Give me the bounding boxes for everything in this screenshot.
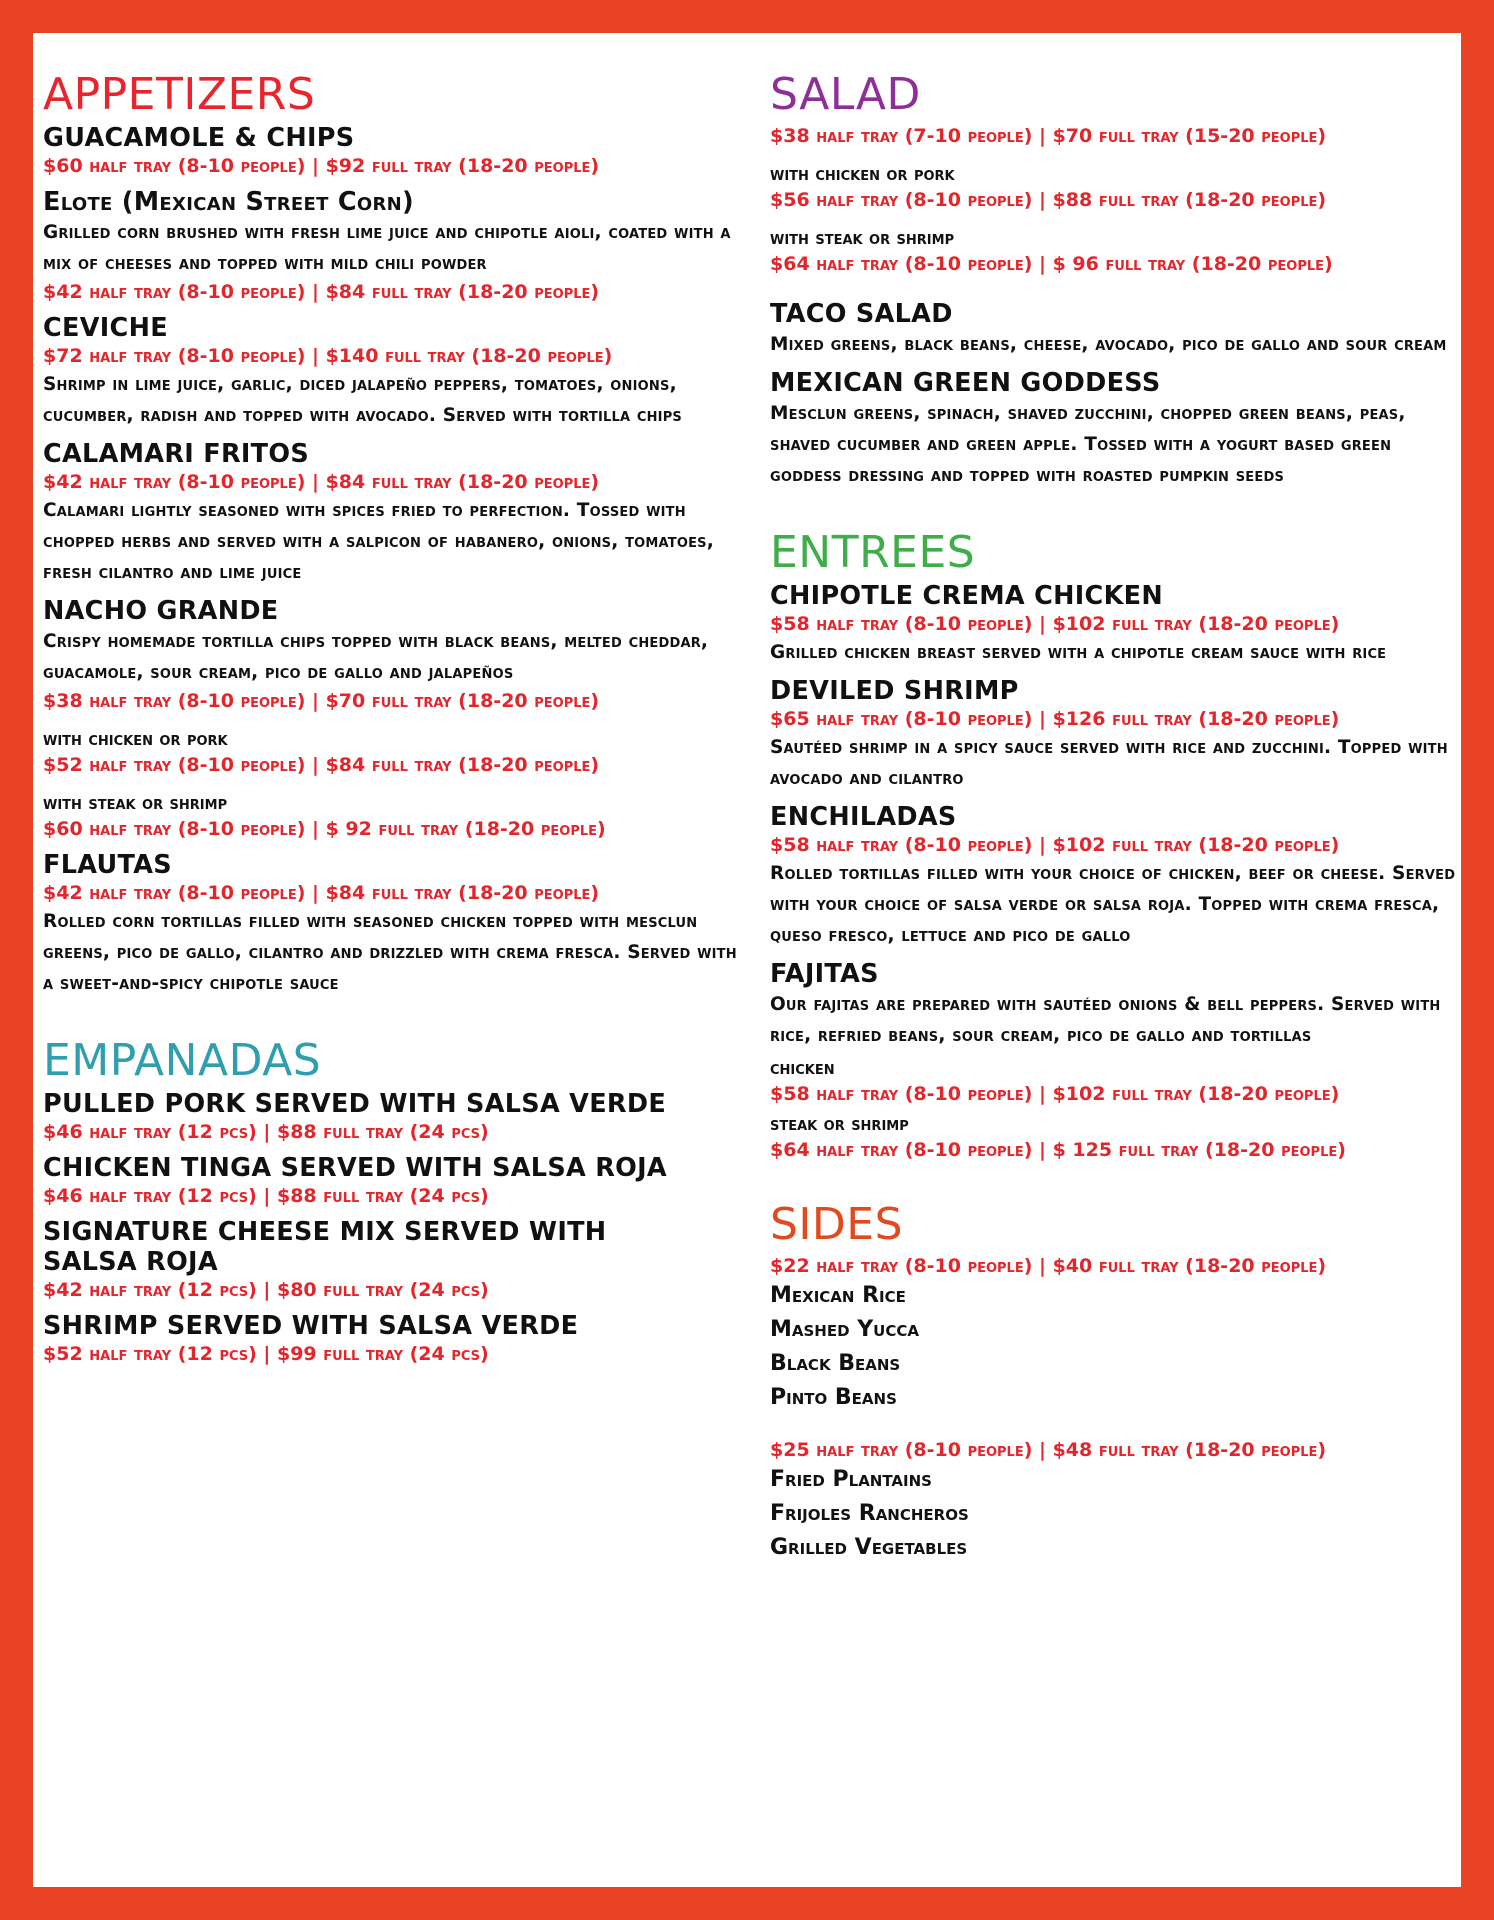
item-price: $42 half tray (12 pcs) | $80 full tray (24 pcs): [43, 1279, 489, 1301]
item-name: Elote (Mexican Street Corn): [43, 187, 414, 217]
item-price: $42 half tray (8-10 people) | $84 full tray (18-20 people): [43, 882, 600, 904]
option-label: with steak or shrimp: [770, 228, 955, 249]
entrees-title: ENTREES: [770, 527, 976, 578]
option-price: $64 half tray (8-10 people) | $ 96 full tray (18-20 people): [770, 253, 1333, 275]
menu-item-guacamole: [43, 123, 743, 179]
item-price: $46 half tray (12 pcs) | $88 full tray (24 pcs): [43, 1121, 489, 1143]
item-price: $46 half tray (12 pcs) | $88 full tray (24 pcs): [43, 1185, 489, 1207]
item-name: MEXICAN GREEN GODDESS: [770, 368, 1161, 398]
menu-item-taco-salad: [770, 299, 1460, 360]
item-name: CEVICHE: [43, 313, 168, 343]
item-price: $72 half tray (8-10 people) | $140 full tray (18-20 people): [43, 345, 613, 367]
item-name: DEVILED SHRIMP: [770, 676, 1019, 706]
item-description: Sautéed shrimp in a spicy sauce served with rice and zucchini. Topped with avocado and cilantro: [770, 737, 1448, 789]
item-description: Calamari lightly seasoned with spices fried to perfection. Tossed with chopped herbs and served with a salpicon of habanero, onions, tomatoes, fresh cilantro and lime juice: [43, 500, 714, 583]
item-name: TACO SALAD: [770, 299, 953, 329]
item-name: GUACAMOLE & CHIPS: [43, 123, 355, 153]
menu-item-flautas: [43, 850, 743, 999]
menu-item-nacho: [43, 596, 743, 842]
menu-item-fajitas: [770, 959, 1460, 1163]
item-description: Our fajitas are prepared with sautéed onions & bell peppers. Served with rice, refried beans, sour cream, pico de gallo and tortillas: [770, 994, 1441, 1046]
item-price: $58 half tray (8-10 people) | $102 full tray (18-20 people): [770, 834, 1340, 856]
item-price: $42 half tray (8-10 people) | $84 full tray (18-20 people): [43, 281, 600, 303]
sides-title: SIDES: [770, 1199, 904, 1250]
menu-item-empanada: [43, 1089, 743, 1145]
item-description: Grilled chicken breast served with a chipotle cream sauce with rice: [770, 642, 1387, 663]
item-description: Crispy homemade tortilla chips topped with black beans, melted cheddar, guacamole, sour cream, pico de gallo and jalapeños: [43, 631, 709, 683]
menu-item-enchiladas: [770, 802, 1460, 951]
menu-item-elote: [43, 187, 743, 305]
item-description: Mesclun greens, spinach, shaved zucchini, chopped green beans, peas, shaved cucumber and green apple. Tossed with a yogurt based green goddess dressing and topped with roasted pumpkin seeds: [770, 403, 1406, 486]
item-price: $52 half tray (12 pcs) | $99 full tray (24 pcs): [43, 1343, 489, 1365]
menu-item-ceviche: [43, 313, 743, 431]
item-name: NACHO GRANDE: [43, 596, 279, 626]
option-price: $56 half tray (8-10 people) | $88 full tray (18-20 people): [770, 189, 1327, 211]
item-description: Rolled corn tortillas filled with seasoned chicken topped with mesclun greens, pico de gallo, cilantro and drizzled with crema fresca. Served with a sweet-and-spicy chipotle sauce: [43, 911, 737, 994]
menu-item-empanada: [43, 1153, 743, 1209]
menu-sheet: [33, 33, 1461, 1887]
item-name: PULLED PORK SERVED WITH SALSA VERDE: [43, 1089, 667, 1119]
item-price: $25 half tray (8-10 people) | $48 full tray (18-20 people): [770, 1439, 1327, 1461]
side-item: Mashed Yucca: [770, 1317, 919, 1342]
side-item: Grilled Vegetables: [770, 1535, 968, 1560]
option-price: $64 half tray (8-10 people) | $ 125 full tray (18-20 people): [770, 1139, 1346, 1161]
item-price: $42 half tray (8-10 people) | $84 full tray (18-20 people): [43, 471, 600, 493]
item-name: FLAUTAS: [43, 850, 172, 880]
item-price: $60 half tray (8-10 people) | $92 full tray (18-20 people): [43, 155, 600, 177]
item-name: SHRIMP SERVED WITH SALSA VERDE: [43, 1311, 579, 1341]
option-label: chicken: [770, 1058, 835, 1079]
item-description: Mixed greens, black beans, cheese, avocado, pico de gallo and sour cream: [770, 334, 1447, 355]
item-name: SIGNATURE CHEESE MIX SERVED WITH SALSA ROJA: [43, 1217, 607, 1277]
menu-item-empanada: [43, 1217, 743, 1303]
item-name: CALAMARI FRITOS: [43, 439, 310, 469]
option-price: $52 half tray (8-10 people) | $84 full tray (18-20 people): [43, 754, 600, 776]
empanadas-title: EMPANADAS: [43, 1035, 322, 1086]
menu-item-chipotle-chicken: [770, 581, 1460, 668]
side-item: Fried Plantains: [770, 1467, 932, 1492]
sides-group-2: [770, 1437, 1460, 1565]
item-name: ENCHILADAS: [770, 802, 957, 832]
menu-item-deviled-shrimp: [770, 676, 1460, 794]
option-label: with steak or shrimp: [43, 793, 228, 814]
item-description: Grilled corn brushed with fresh lime juice and chipotle aioli, coated with a mix of cheeses and topped with mild chili powder: [43, 222, 731, 274]
salad-title: SALAD: [770, 69, 921, 120]
item-description: Shrimp in lime juice, garlic, diced jalapeño peppers, tomatoes, onions, cucumber, radish and topped with avocado. Served with tortilla chips: [43, 374, 682, 426]
menu-item-calamari: [43, 439, 743, 588]
item-price: $58 half tray (8-10 people) | $102 full tray (18-20 people): [770, 613, 1340, 635]
item-price: $38 half tray (8-10 people) | $70 full tray (18-20 people): [43, 690, 600, 712]
option-label: with chicken or pork: [770, 164, 955, 185]
item-name: CHICKEN TINGA SERVED WITH SALSA ROJA: [43, 1153, 667, 1183]
item-name: CHIPOTLE CREMA CHICKEN: [770, 581, 1163, 611]
menu-item-empanada: [43, 1311, 743, 1367]
left-column: [43, 33, 743, 1375]
option-label: with chicken or pork: [43, 729, 228, 750]
side-item: Pinto Beans: [770, 1385, 897, 1410]
option-price: $58 half tray (8-10 people) | $102 full tray (18-20 people): [770, 1083, 1340, 1105]
item-description: Rolled tortillas filled with your choice of chicken, beef or cheese. Served with your choice of salsa verde or salsa roja. Topped with crema fresca, queso fresco, lettuce and pico de gallo: [770, 863, 1456, 946]
side-item: Black Beans: [770, 1351, 901, 1376]
item-name: FAJITAS: [770, 959, 879, 989]
option-label: steak or shrimp: [770, 1114, 909, 1135]
option-price: $60 half tray (8-10 people) | $ 92 full tray (18-20 people): [43, 818, 606, 840]
right-column: [770, 33, 1460, 1573]
item-price: $65 half tray (8-10 people) | $126 full tray (18-20 people): [770, 708, 1340, 730]
menu-item-green-goddess: [770, 368, 1460, 491]
side-item: Mexican Rice: [770, 1283, 906, 1308]
appetizers-title: APPETIZERS: [43, 69, 316, 120]
salad-pricing: [770, 123, 1460, 277]
side-item: Frijoles Rancheros: [770, 1501, 969, 1526]
sides-group-1: [770, 1253, 1460, 1415]
item-price: $38 half tray (7-10 people) | $70 full tray (15-20 people): [770, 125, 1327, 147]
item-price: $22 half tray (8-10 people) | $40 full tray (18-20 people): [770, 1255, 1327, 1277]
